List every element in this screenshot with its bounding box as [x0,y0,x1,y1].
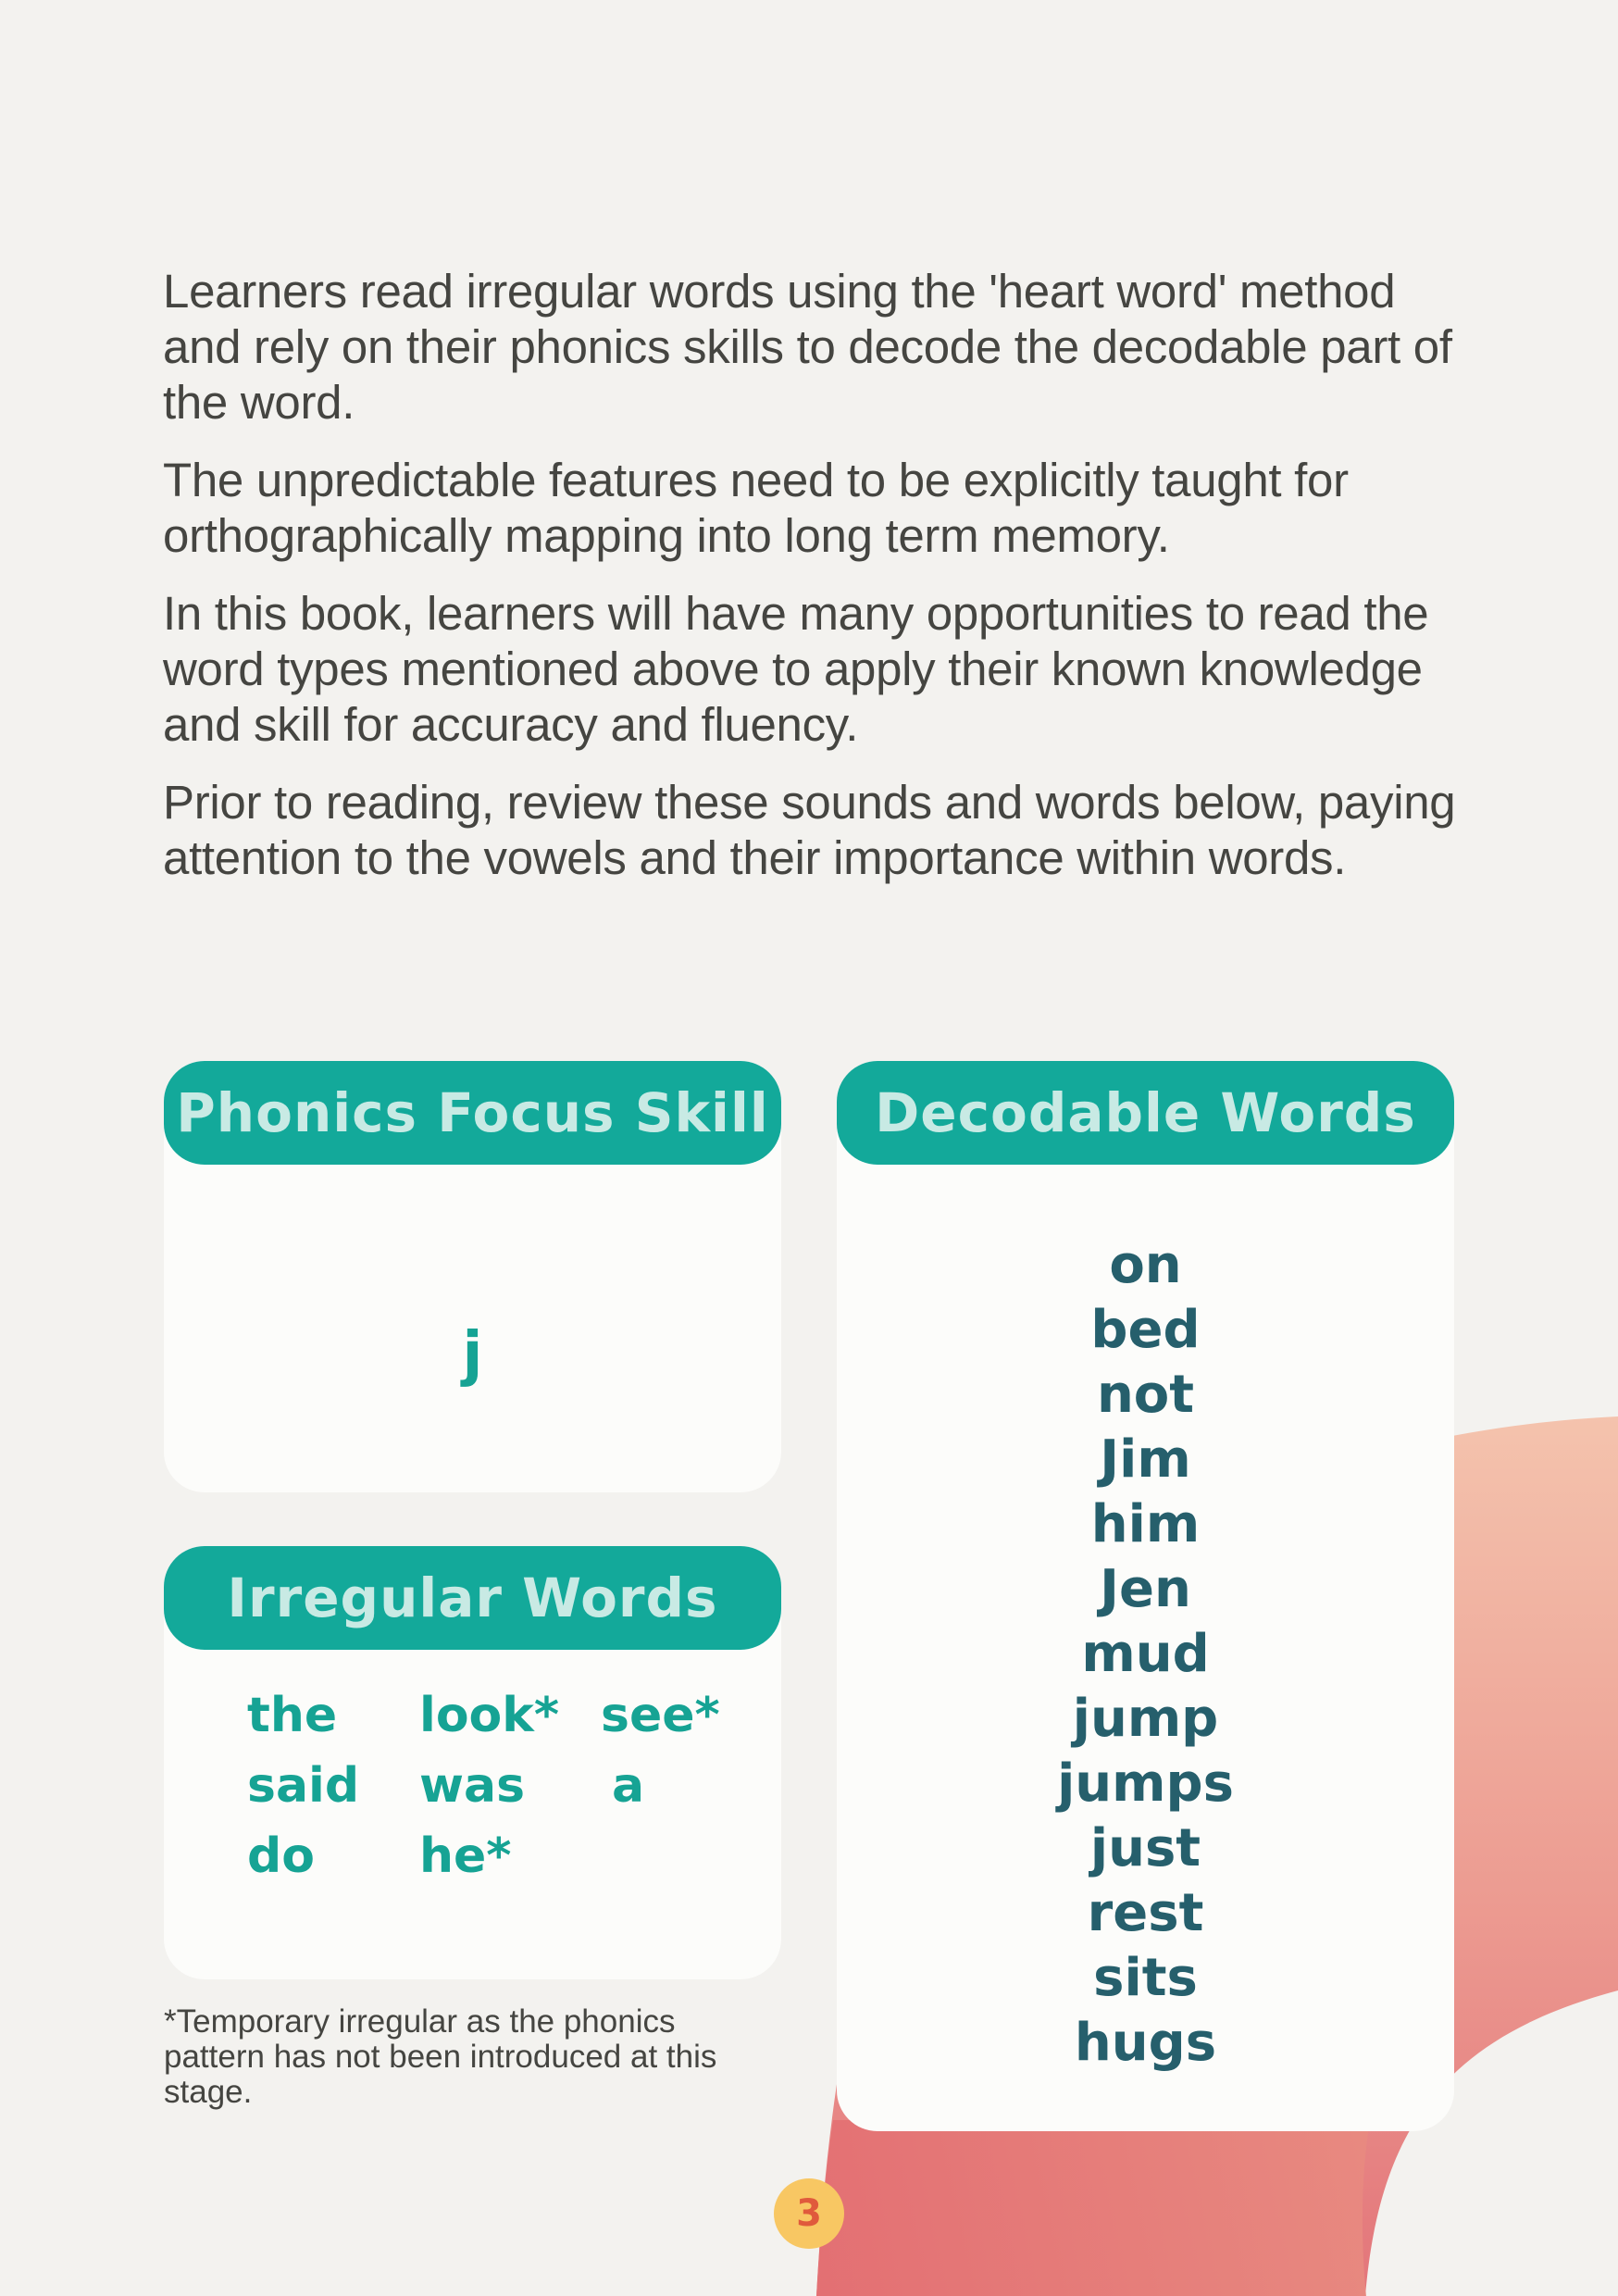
decodable-word: hugs [1074,2013,1217,2073]
decodable-words-list [837,1233,1454,2076]
irregular-word: see* [601,1688,720,1743]
intro-paragraph: In this book, learners will have many opportunities to read the word types mentioned above to apply their known knowledge and skill for accuracy and fluency. [163,587,1429,751]
irregular-word: do [247,1828,315,1884]
decodable-word: Jim [1100,1429,1191,1490]
decodable-word: bed [1090,1300,1201,1360]
intro-paragraph: The unpredictable features need to be explicitly taught for orthographically mapping into long term memory. [163,454,1349,562]
decodable-word: mud [1081,1624,1210,1684]
decodable-word: rest [1087,1883,1204,1943]
focus-letter: j [462,1320,483,1389]
irregular-word: a [612,1758,645,1814]
intro-paragraph: Learners read irregular words using the 'heart word' method and rely on their phonics skills to decode the decodable part of the word. [163,265,1452,429]
intro-text [163,264,1477,908]
decodable-word: jump [1072,1689,1219,1749]
decodable-word: him [1090,1494,1201,1554]
irregular-words-title: Irregular Words [164,1546,781,1650]
phonics-focus-title: Phonics Focus Skill [164,1061,781,1165]
irregular-word: was [419,1758,526,1814]
page-number-badge: 3 [774,2178,844,2249]
decodable-word: not [1096,1365,1195,1425]
decodable-word: sits [1093,1948,1198,2008]
intro-paragraph: Prior to reading, review these sounds and words below, paying attention to the vowels and their importance within words. [163,776,1456,884]
decodable-word: Jen [1100,1559,1191,1619]
irregular-word: said [247,1758,360,1814]
decodable-word: just [1089,1818,1201,1878]
irregular-word: he* [419,1828,512,1884]
decodable-words-title: Decodable Words [837,1061,1454,1165]
footnote: *Temporary irregular as the phonics pattern has not been introduced at this stage. [164,2003,717,2110]
decodable-word: jumps [1057,1753,1234,1814]
irregular-words-grid [247,1685,730,1887]
phonics-focus-card [164,1061,781,1492]
irregular-words-card [164,1546,781,1979]
decodable-words-card [837,1061,1454,2131]
irregular-word: look* [419,1688,560,1743]
decodable-word: on [1109,1235,1182,1295]
irregular-word: the [247,1688,338,1743]
